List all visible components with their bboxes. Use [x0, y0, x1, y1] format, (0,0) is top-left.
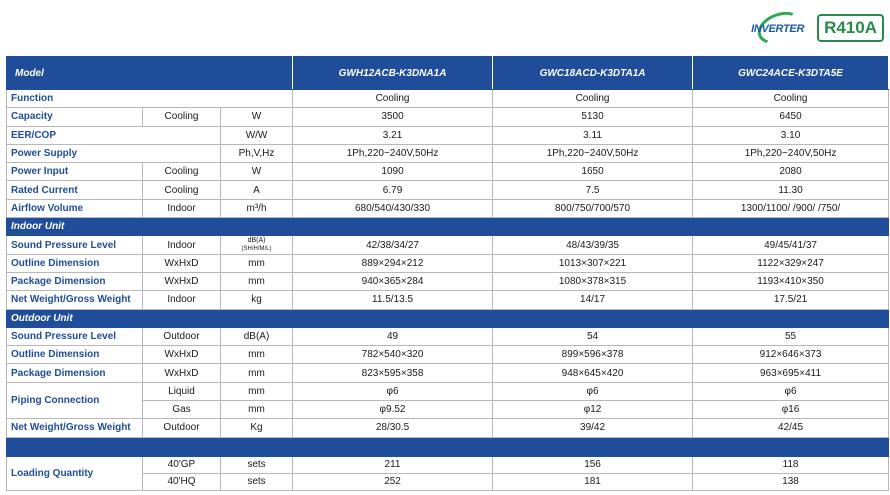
value-cell: φ16 [693, 401, 889, 419]
condition-cell: Liquid [143, 382, 221, 400]
value-cell: Cooling [493, 90, 693, 108]
value-cell: 1193×410×350 [693, 272, 889, 290]
value-cell: 54 [493, 327, 693, 345]
r410a-logo: R410A [817, 14, 884, 42]
condition-cell: Indoor [143, 236, 221, 254]
unit-cell: sets [221, 473, 293, 490]
value-cell: 6.79 [293, 181, 493, 199]
unit-cell [221, 236, 293, 254]
param-name: Package Dimension [7, 272, 143, 290]
value-cell: 11.5/13.5 [293, 291, 493, 309]
value-cell: 181 [493, 473, 693, 490]
row-outdoor-package [7, 364, 889, 382]
unit-cell: sets [221, 456, 293, 473]
condition-cell: Outdoor [143, 419, 221, 437]
value-cell: 39/42 [493, 419, 693, 437]
row-outdoor-weight [7, 419, 889, 437]
value-cell: 14/17 [493, 291, 693, 309]
param-name: Piping Connection [7, 382, 143, 419]
param-name: Package Dimension [7, 364, 143, 382]
row-function [7, 90, 889, 108]
unit-line-1: dB(A) [247, 237, 266, 245]
param-name: Sound Pressure Level [7, 236, 143, 254]
section-title: Indoor Unit [7, 218, 889, 236]
value-cell: φ6 [493, 382, 693, 400]
condition-cell: Gas [143, 401, 221, 419]
condition-cell: Indoor [143, 291, 221, 309]
param-name: Rated Current [7, 181, 143, 199]
value-cell: 42/38/34/27 [293, 236, 493, 254]
value-cell: 912×646×373 [693, 346, 889, 364]
unit-cell: W [221, 108, 293, 126]
unit-cell: mm [221, 254, 293, 272]
param-name: Function [7, 90, 293, 108]
param-name: Outline Dimension [7, 254, 143, 272]
row-indoor-outline [7, 254, 889, 272]
row-indoor-package [7, 272, 889, 290]
inverter-logo [751, 11, 809, 45]
param-name: Net Weight/Gross Weight [7, 419, 143, 437]
condition-cell: WxHxD [143, 272, 221, 290]
value-cell: 1090 [293, 163, 493, 181]
value-cell: 899×596×378 [493, 346, 693, 364]
model-name-2: GWC18ACD-K3DTA1A [493, 57, 693, 90]
value-cell: 138 [693, 473, 889, 490]
value-cell: Cooling [693, 90, 889, 108]
unit-cell: A [221, 181, 293, 199]
value-cell: 823×595×358 [293, 364, 493, 382]
condition-cell: Cooling [143, 181, 221, 199]
value-cell: 948×645×420 [493, 364, 693, 382]
value-cell: 1300/1100/ /900/ /750/ [693, 199, 889, 217]
condition-cell: WxHxD [143, 254, 221, 272]
row-power-supply [7, 144, 889, 162]
row-outdoor-outline [7, 346, 889, 364]
param-name: EER/COP [7, 126, 221, 144]
value-cell: 49/45/41/37 [693, 236, 889, 254]
condition-cell: Outdoor [143, 327, 221, 345]
condition-cell: 40'GP [143, 456, 221, 473]
value-cell: 28/30.5 [293, 419, 493, 437]
value-cell: 48/43/39/35 [493, 236, 693, 254]
row-capacity [7, 108, 889, 126]
row-piping-liquid [7, 382, 889, 400]
value-cell: φ9.52 [293, 401, 493, 419]
value-cell: 963×695×411 [693, 364, 889, 382]
param-name: Power Supply [7, 144, 221, 162]
value-cell: 7.5 [493, 181, 693, 199]
section-divider [7, 437, 889, 456]
param-name: Capacity [7, 108, 143, 126]
param-name: Net Weight/Gross Weight [7, 291, 143, 309]
param-name: Loading Quantity [7, 456, 143, 490]
unit-cell: Ph,V,Hz [221, 144, 293, 162]
value-cell: 49 [293, 327, 493, 345]
certification-logos [751, 10, 884, 46]
row-outdoor-sound [7, 327, 889, 345]
unit-cell: mm [221, 382, 293, 400]
param-name: Airflow Volume [7, 199, 143, 217]
unit-cell: mm [221, 272, 293, 290]
param-name: Outline Dimension [7, 346, 143, 364]
row-airflow [7, 199, 889, 217]
value-cell: 211 [293, 456, 493, 473]
value-cell: 3500 [293, 108, 493, 126]
model-label: Model [7, 57, 293, 90]
condition-cell: Indoor [143, 199, 221, 217]
model-name-1: GWH12ACB-K3DNA1A [293, 57, 493, 90]
value-cell: 782×540×320 [293, 346, 493, 364]
row-indoor-weight [7, 291, 889, 309]
inverter-logo-text: INVERTER [751, 23, 805, 35]
condition-cell: WxHxD [143, 364, 221, 382]
value-cell: 6450 [693, 108, 889, 126]
value-cell: 42/45 [693, 419, 889, 437]
row-indoor-sound [7, 236, 889, 254]
unit-cell: mm [221, 401, 293, 419]
value-cell: 1Ph,220~240V,50Hz [293, 144, 493, 162]
value-cell: 3.11 [493, 126, 693, 144]
row-rated-current [7, 181, 889, 199]
value-cell: φ6 [293, 382, 493, 400]
model-name-3: GWC24ACE-K3DTA5E [693, 57, 889, 90]
condition-cell: Cooling [143, 108, 221, 126]
unit-cell: kg [221, 291, 293, 309]
value-cell: 3.10 [693, 126, 889, 144]
value-cell: 680/540/430/330 [293, 199, 493, 217]
unit-cell: mm [221, 346, 293, 364]
section-title: Outdoor Unit [7, 309, 889, 327]
param-name: Power Input [7, 163, 143, 181]
unit-cell: Kg [221, 419, 293, 437]
unit-cell: W/W [221, 126, 293, 144]
value-cell: 800/750/700/570 [493, 199, 693, 217]
value-cell: 5130 [493, 108, 693, 126]
condition-cell: 40'HQ [143, 473, 221, 490]
value-cell: 889×294×212 [293, 254, 493, 272]
value-cell: 17.5/21 [693, 291, 889, 309]
unit-cell: W [221, 163, 293, 181]
value-cell: Cooling [293, 90, 493, 108]
value-cell: 2080 [693, 163, 889, 181]
value-cell: 940×365×284 [293, 272, 493, 290]
condition-cell: WxHxD [143, 346, 221, 364]
specification-table [6, 56, 889, 491]
value-cell: 55 [693, 327, 889, 345]
section-indoor-unit [7, 218, 889, 236]
condition-cell: Cooling [143, 163, 221, 181]
value-cell: 1122×329×247 [693, 254, 889, 272]
value-cell: φ12 [493, 401, 693, 419]
value-cell: 1Ph,220~240V,50Hz [693, 144, 889, 162]
param-name: Sound Pressure Level [7, 327, 143, 345]
row-loading-gp [7, 456, 889, 473]
value-cell: 252 [293, 473, 493, 490]
row-power-input [7, 163, 889, 181]
value-cell: 1080×378×315 [493, 272, 693, 290]
value-cell: 1650 [493, 163, 693, 181]
unit-cell: mm [221, 364, 293, 382]
unit-line-2: (SH/H/M/L) [241, 246, 272, 253]
value-cell: φ6 [693, 382, 889, 400]
unit-cell: dB(A) [221, 327, 293, 345]
value-cell: 1Ph,220~240V,50Hz [493, 144, 693, 162]
value-cell: 156 [493, 456, 693, 473]
value-cell: 1013×307×221 [493, 254, 693, 272]
row-eer [7, 126, 889, 144]
divider-bar [7, 437, 889, 456]
value-cell: 118 [693, 456, 889, 473]
model-header-row [7, 57, 889, 90]
section-outdoor-unit [7, 309, 889, 327]
unit-cell: m³/h [221, 199, 293, 217]
value-cell: 11.30 [693, 181, 889, 199]
value-cell: 3.21 [293, 126, 493, 144]
